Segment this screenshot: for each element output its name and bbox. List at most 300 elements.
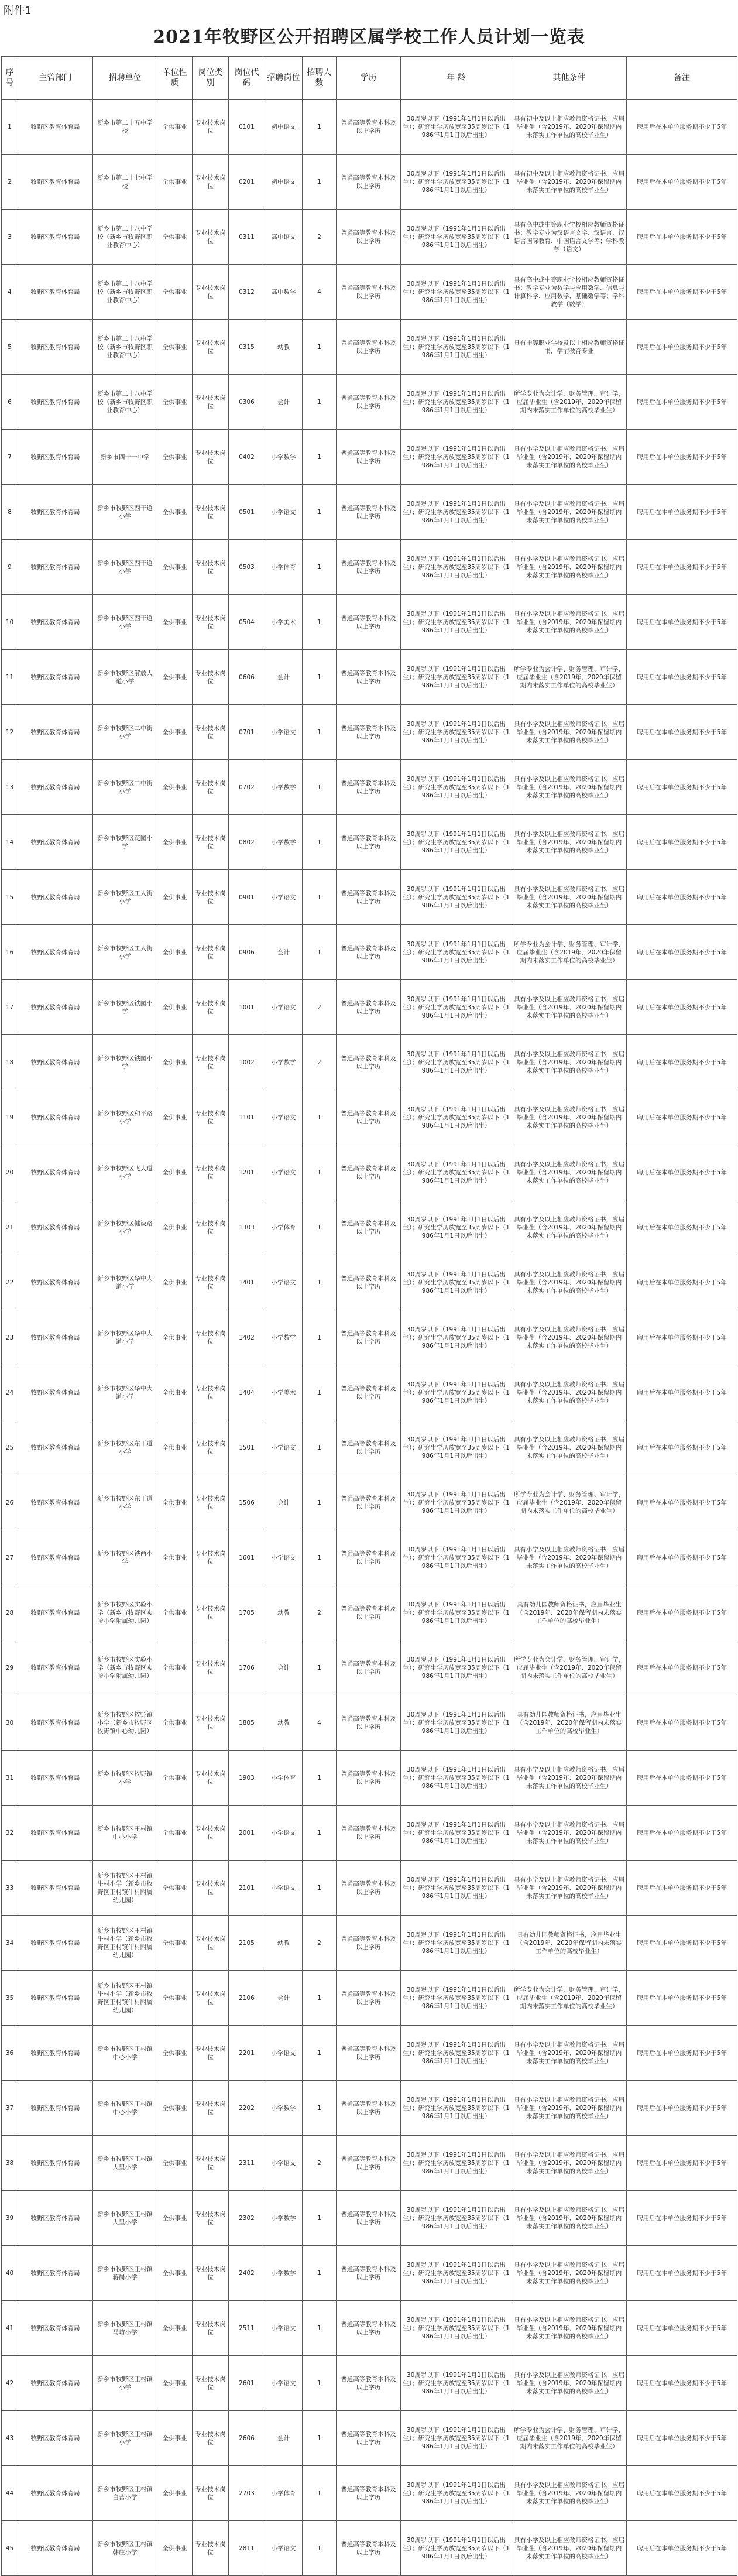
table-row xyxy=(2,1640,737,1695)
table-row xyxy=(2,1420,737,1475)
row-age: 30周岁以下（1991年1月1日以后出生）；研究生学历放宽至35周岁以下（1986年1月1日以后出生） xyxy=(401,2136,512,2191)
table-row xyxy=(2,1255,737,1310)
row-unit: 新乡市牧野区王村镇牛村小学（新乡市牧野区王村镇牛村附属幼儿园） xyxy=(93,1916,157,1971)
table-row xyxy=(2,760,737,815)
row-nature: 全供事业 xyxy=(157,1695,193,1751)
row-nature: 全供事业 xyxy=(157,1310,193,1365)
row-unit: 新乡市牧野区二中街小学 xyxy=(93,760,157,815)
row-count: 1 xyxy=(303,2356,337,2411)
row-count: 1 xyxy=(303,815,337,870)
row-post-name: 小学语文 xyxy=(265,2521,303,2576)
row-other: 具有初中及以上相应教师资格证书，应届毕业生（含2019年、2020年保留期内未落实工作单位的高校毕业生） xyxy=(512,100,627,155)
row-post-name: 会计 xyxy=(265,650,303,705)
row-other: 具有小学及以上相应教师资格证书，应届毕业生（含2019年、2020年保留期内未落实工作单位的高校毕业生） xyxy=(512,870,627,925)
row-dept: 牧野区教育体育局 xyxy=(18,485,93,540)
row-remark: 聘用后在本单位服务期不少于5年 xyxy=(627,155,737,210)
row-age: 30周岁以下（1991年1月1日以后出生）；研究生学历放宽至35周岁以下（1986年1月1日以后出生） xyxy=(401,375,512,430)
row-other: 具有幼儿园教师资格证书，应届毕业生（含2019年、2020年保留期内未落实工作单位的高校毕业生） xyxy=(512,1695,627,1751)
row-nature: 全供事业 xyxy=(157,210,193,265)
row-other: 具有幼儿园教师资格证书，应届毕业生（含2019年、2020年保留期内未落实工作单位的高校毕业生） xyxy=(512,1916,627,1971)
row-count: 2 xyxy=(303,2136,337,2191)
row-post-code: 2302 xyxy=(229,2191,265,2246)
row-post-code: 1401 xyxy=(229,1255,265,1310)
row-remark: 聘用后在本单位服务期不少于5年 xyxy=(627,2466,737,2521)
row-other: 所学专业为会计学、财务管理、审计学，应届毕业生（含2019年、2020年保留期内未落实工作单位的高校毕业生） xyxy=(512,2411,627,2466)
row-dept: 牧野区教育体育局 xyxy=(18,980,93,1035)
row-dept: 牧野区教育体育局 xyxy=(18,705,93,760)
row-post-name: 会计 xyxy=(265,1475,303,1530)
table-row xyxy=(2,430,737,485)
row-remark: 聘用后在本单位服务期不少于5年 xyxy=(627,1035,737,1090)
row-age: 30周岁以下（1991年1月1日以后出生）；研究生学历放宽至35周岁以下（1986年1月1日以后出生） xyxy=(401,2301,512,2356)
row-edu: 普通高等教育本科及以上学历 xyxy=(337,1090,401,1145)
row-nature: 全供事业 xyxy=(157,1916,193,1971)
row-edu: 普通高等教育本科及以上学历 xyxy=(337,1916,401,1971)
row-seq: 6 xyxy=(2,375,18,430)
row-post-type: 专业技术岗位 xyxy=(193,1806,229,1861)
row-unit: 新乡市牧野区王村镇白营小学 xyxy=(93,2466,157,2521)
row-post-code: 0315 xyxy=(229,320,265,375)
row-remark: 聘用后在本单位服务期不少于5年 xyxy=(627,1585,737,1640)
row-other: 具有小学及以上相应教师资格证书，应届毕业生（含2019年、2020年保留期内未落实工作单位的高校毕业生） xyxy=(512,1200,627,1255)
row-edu: 普通高等教育本科及以上学历 xyxy=(337,2246,401,2301)
row-count: 1 xyxy=(303,2026,337,2081)
table-row xyxy=(2,485,737,540)
table-row xyxy=(2,2301,737,2356)
row-unit: 新乡市牧野区健设路小学 xyxy=(93,1200,157,1255)
row-seq: 38 xyxy=(2,2136,18,2191)
row-other: 具有小学及以上相应教师资格证书，应届毕业生（含2019年、2020年保留期内未落实工作单位的高校毕业生） xyxy=(512,2081,627,2136)
row-nature: 全供事业 xyxy=(157,1530,193,1585)
row-dept: 牧野区教育体育局 xyxy=(18,1255,93,1310)
table-row xyxy=(2,1530,737,1585)
row-count: 1 xyxy=(303,485,337,540)
row-remark: 聘用后在本单位服务期不少于5年 xyxy=(627,2246,737,2301)
row-post-name: 幼教 xyxy=(265,320,303,375)
row-nature: 全供事业 xyxy=(157,815,193,870)
row-count: 2 xyxy=(303,210,337,265)
row-age: 30周岁以下（1991年1月1日以后出生）；研究生学历放宽至35周岁以下（1986年1月1日以后出生） xyxy=(401,1806,512,1861)
row-edu: 普通高等教育本科及以上学历 xyxy=(337,1530,401,1585)
row-post-code: 2703 xyxy=(229,2466,265,2521)
row-age: 30周岁以下（1991年1月1日以后出生）；研究生学历放宽至35周岁以下（1986年1月1日以后出生） xyxy=(401,265,512,320)
header-unit: 招聘单位 xyxy=(93,57,157,100)
row-remark: 聘用后在本单位服务期不少于5年 xyxy=(627,2026,737,2081)
row-remark: 聘用后在本单位服务期不少于5年 xyxy=(627,815,737,870)
row-seq: 31 xyxy=(2,1751,18,1806)
row-other: 所学专业为会计学、财务管理、审计学，应届毕业生（含2019年、2020年保留期内未落实工作单位的高校毕业生） xyxy=(512,925,627,980)
row-seq: 17 xyxy=(2,980,18,1035)
row-dept: 牧野区教育体育局 xyxy=(18,595,93,650)
row-post-code: 1101 xyxy=(229,1090,265,1145)
row-count: 1 xyxy=(303,925,337,980)
row-post-type: 专业技术岗位 xyxy=(193,815,229,870)
row-post-code: 2606 xyxy=(229,2411,265,2466)
row-post-name: 高中数学 xyxy=(265,265,303,320)
row-post-name: 小学语文 xyxy=(265,1806,303,1861)
row-seq: 1 xyxy=(2,100,18,155)
row-remark: 聘用后在本单位服务期不少于5年 xyxy=(627,1420,737,1475)
row-seq: 5 xyxy=(2,320,18,375)
row-age: 30周岁以下（1991年1月1日以后出生）；研究生学历放宽至35周岁以下（1986年1月1日以后出生） xyxy=(401,2246,512,2301)
row-unit: 新乡市牧野区实验小学（新乡市牧野区实验小学附属幼儿园） xyxy=(93,1585,157,1640)
row-nature: 全供事业 xyxy=(157,1145,193,1200)
row-post-type: 专业技术岗位 xyxy=(193,2466,229,2521)
row-age: 30周岁以下（1991年1月1日以后出生）；研究生学历放宽至35周岁以下（1986年1月1日以后出生） xyxy=(401,1971,512,2026)
row-post-name: 小学数学 xyxy=(265,2246,303,2301)
row-dept: 牧野区教育体育局 xyxy=(18,100,93,155)
row-edu: 普通高等教育本科及以上学历 xyxy=(337,2301,401,2356)
header-seq: 序号 xyxy=(2,57,18,100)
row-post-name: 小学数学 xyxy=(265,2081,303,2136)
table-row xyxy=(2,540,737,595)
header-remark: 备注 xyxy=(627,57,737,100)
row-dept: 牧野区教育体育局 xyxy=(18,1200,93,1255)
row-edu: 普通高等教育本科及以上学历 xyxy=(337,210,401,265)
row-post-name: 初中语文 xyxy=(265,155,303,210)
row-dept: 牧野区教育体育局 xyxy=(18,870,93,925)
row-edu: 普通高等教育本科及以上学历 xyxy=(337,2026,401,2081)
row-count: 1 xyxy=(303,2081,337,2136)
row-dept: 牧野区教育体育局 xyxy=(18,650,93,705)
row-dept: 牧野区教育体育局 xyxy=(18,1806,93,1861)
row-age: 30周岁以下（1991年1月1日以后出生）；研究生学历放宽至35周岁以下（1986年1月1日以后出生） xyxy=(401,1695,512,1751)
row-edu: 普通高等教育本科及以上学历 xyxy=(337,1806,401,1861)
row-post-name: 小学数学 xyxy=(265,2191,303,2246)
row-age: 30周岁以下（1991年1月1日以后出生）；研究生学历放宽至35周岁以下（1986年1月1日以后出生） xyxy=(401,2191,512,2246)
row-nature: 全供事业 xyxy=(157,1365,193,1420)
row-post-name: 小学体育 xyxy=(265,2466,303,2521)
row-seq: 41 xyxy=(2,2301,18,2356)
row-post-name: 会计 xyxy=(265,375,303,430)
row-other: 所学专业为会计学、财务管理、审计学，应届毕业生（含2019年、2020年保留期内未落实工作单位的高校毕业生） xyxy=(512,1971,627,2026)
row-count: 1 xyxy=(303,1090,337,1145)
header-post-type: 岗位类别 xyxy=(193,57,229,100)
row-post-code: 2811 xyxy=(229,2521,265,2576)
row-age: 30周岁以下（1991年1月1日以后出生）；研究生学历放宽至35周岁以下（1986年1月1日以后出生） xyxy=(401,320,512,375)
row-seq: 25 xyxy=(2,1420,18,1475)
row-remark: 聘用后在本单位服务期不少于5年 xyxy=(627,2136,737,2191)
row-count: 1 xyxy=(303,1310,337,1365)
row-count: 1 xyxy=(303,1420,337,1475)
row-age: 30周岁以下（1991年1月1日以后出生）；研究生学历放宽至35周岁以下（1986年1月1日以后出生） xyxy=(401,650,512,705)
row-dept: 牧野区教育体育局 xyxy=(18,2191,93,2246)
row-post-type: 专业技术岗位 xyxy=(193,1751,229,1806)
row-count: 2 xyxy=(303,1585,337,1640)
row-seq: 35 xyxy=(2,1971,18,2026)
table-row xyxy=(2,1751,737,1806)
row-post-code: 0906 xyxy=(229,925,265,980)
row-other: 具有小学及以上相应教师资格证书，应届毕业生（含2019年、2020年保留期内未落实工作单位的高校毕业生） xyxy=(512,2521,627,2576)
row-age: 30周岁以下（1991年1月1日以后出生）；研究生学历放宽至35周岁以下（1986年1月1日以后出生） xyxy=(401,155,512,210)
row-nature: 全供事业 xyxy=(157,2081,193,2136)
row-count: 1 xyxy=(303,1640,337,1695)
row-remark: 聘用后在本单位服务期不少于5年 xyxy=(627,760,737,815)
row-unit: 新乡市牧野区王村镇小学 xyxy=(93,2356,157,2411)
row-remark: 聘用后在本单位服务期不少于5年 xyxy=(627,430,737,485)
row-nature: 全供事业 xyxy=(157,2521,193,2576)
row-age: 30周岁以下（1991年1月1日以后出生）；研究生学历放宽至35周岁以下（1986年1月1日以后出生） xyxy=(401,760,512,815)
row-nature: 全供事业 xyxy=(157,1420,193,1475)
row-age: 30周岁以下（1991年1月1日以后出生）；研究生学历放宽至35周岁以下（1986年1月1日以后出生） xyxy=(401,1200,512,1255)
table-row xyxy=(2,1090,737,1145)
row-post-name: 小学数学 xyxy=(265,1035,303,1090)
row-nature: 全供事业 xyxy=(157,760,193,815)
row-dept: 牧野区教育体育局 xyxy=(18,815,93,870)
row-seq: 11 xyxy=(2,650,18,705)
row-post-name: 小学美术 xyxy=(265,1365,303,1420)
row-count: 1 xyxy=(303,320,337,375)
table-row xyxy=(2,1475,737,1530)
row-post-name: 小学语文 xyxy=(265,1530,303,1585)
table-row xyxy=(2,1971,737,2026)
row-other: 具有小学及以上相应教师资格证书，应届毕业生（含2019年、2020年保留期内未落实工作单位的高校毕业生） xyxy=(512,760,627,815)
row-unit: 新乡市牧野区王村镇牛村小学（新乡市牧野区王村镇牛村附属幼儿园） xyxy=(93,1861,157,1916)
row-post-type: 专业技术岗位 xyxy=(193,2356,229,2411)
row-post-type: 专业技术岗位 xyxy=(193,100,229,155)
row-remark: 聘用后在本单位服务期不少于5年 xyxy=(627,320,737,375)
row-post-type: 专业技术岗位 xyxy=(193,2411,229,2466)
row-unit: 新乡市牧野区王村镇韩庄小学 xyxy=(93,2521,157,2576)
row-post-name: 会计 xyxy=(265,1640,303,1695)
row-nature: 全供事业 xyxy=(157,2026,193,2081)
row-count: 1 xyxy=(303,1861,337,1916)
row-unit: 新乡市牧野区工人街小学 xyxy=(93,925,157,980)
table-row xyxy=(2,210,737,265)
row-age: 30周岁以下（1991年1月1日以后出生）；研究生学历放宽至35周岁以下（1986年1月1日以后出生） xyxy=(401,1751,512,1806)
row-post-code: 0312 xyxy=(229,265,265,320)
row-edu: 普通高等教育本科及以上学历 xyxy=(337,925,401,980)
row-dept: 牧野区教育体育局 xyxy=(18,1916,93,1971)
table-row xyxy=(2,980,737,1035)
row-post-type: 专业技术岗位 xyxy=(193,1310,229,1365)
header-row xyxy=(2,57,737,100)
row-nature: 全供事业 xyxy=(157,430,193,485)
row-post-name: 小学语文 xyxy=(265,2136,303,2191)
row-post-type: 专业技术岗位 xyxy=(193,2521,229,2576)
row-dept: 牧野区教育体育局 xyxy=(18,155,93,210)
row-edu: 普通高等教育本科及以上学历 xyxy=(337,1200,401,1255)
row-other: 具有小学及以上相应教师资格证书，应届毕业生（含2019年、2020年保留期内未落实工作单位的高校毕业生） xyxy=(512,1145,627,1200)
table-row xyxy=(2,265,737,320)
table-row xyxy=(2,2246,737,2301)
row-edu: 普通高等教育本科及以上学历 xyxy=(337,2356,401,2411)
row-nature: 全供事业 xyxy=(157,1640,193,1695)
row-other: 具有小学及以上相应教师资格证书，应届毕业生（含2019年、2020年保留期内未落实工作单位的高校毕业生） xyxy=(512,1530,627,1585)
row-seq: 12 xyxy=(2,705,18,760)
row-seq: 34 xyxy=(2,1916,18,1971)
row-unit: 新乡市牧野区二中街小学 xyxy=(93,705,157,760)
row-edu: 普通高等教育本科及以上学历 xyxy=(337,2521,401,2576)
row-other: 所学专业为会计学、财务管理、审计学，应届毕业生（含2019年、2020年保留期内未落实工作单位的高校毕业生） xyxy=(512,1640,627,1695)
table-row xyxy=(2,1310,737,1365)
row-post-name: 小学语文 xyxy=(265,1255,303,1310)
row-unit: 新乡市牧野区和平路小学 xyxy=(93,1090,157,1145)
row-dept: 牧野区教育体育局 xyxy=(18,2136,93,2191)
row-edu: 普通高等教育本科及以上学历 xyxy=(337,1861,401,1916)
table-row xyxy=(2,595,737,650)
row-count: 1 xyxy=(303,705,337,760)
row-dept: 牧野区教育体育局 xyxy=(18,1530,93,1585)
row-post-name: 初中语文 xyxy=(265,100,303,155)
row-dept: 牧野区教育体育局 xyxy=(18,1640,93,1695)
row-seq: 15 xyxy=(2,870,18,925)
row-post-code: 1903 xyxy=(229,1751,265,1806)
row-age: 30周岁以下（1991年1月1日以后出生）；研究生学历放宽至35周岁以下（1986年1月1日以后出生） xyxy=(401,100,512,155)
row-remark: 聘用后在本单位服务期不少于5年 xyxy=(627,925,737,980)
row-dept: 牧野区教育体育局 xyxy=(18,1475,93,1530)
row-unit: 新乡市牧野区花园小学 xyxy=(93,815,157,870)
row-seq: 26 xyxy=(2,1475,18,1530)
row-unit: 新乡市第二十八中学校（新乡市牧野区职业教育中心） xyxy=(93,210,157,265)
row-dept: 牧野区教育体育局 xyxy=(18,1090,93,1145)
row-count: 1 xyxy=(303,2466,337,2521)
row-post-name: 小学数学 xyxy=(265,1310,303,1365)
row-post-code: 2311 xyxy=(229,2136,265,2191)
row-post-code: 1402 xyxy=(229,1310,265,1365)
row-seq: 37 xyxy=(2,2081,18,2136)
table-row xyxy=(2,100,737,155)
row-seq: 42 xyxy=(2,2356,18,2411)
row-remark: 聘用后在本单位服务期不少于5年 xyxy=(627,650,737,705)
row-dept: 牧野区教育体育局 xyxy=(18,540,93,595)
row-seq: 36 xyxy=(2,2026,18,2081)
table-row xyxy=(2,320,737,375)
row-other: 所学专业为会计学、财务管理、审计学，应届毕业生（含2019年、2020年保留期内未落实工作单位的高校毕业生） xyxy=(512,650,627,705)
row-unit: 新乡市第二十八中学校（新乡市牧野区职业教育中心） xyxy=(93,265,157,320)
row-nature: 全供事业 xyxy=(157,100,193,155)
row-dept: 牧野区教育体育局 xyxy=(18,210,93,265)
row-nature: 全供事业 xyxy=(157,375,193,430)
row-unit: 新乡市牧野区王村镇牛村小学（新乡市牧野区王村镇牛村附属幼儿园） xyxy=(93,1971,157,2026)
row-post-code: 0311 xyxy=(229,210,265,265)
row-nature: 全供事业 xyxy=(157,2136,193,2191)
row-edu: 普通高等教育本科及以上学历 xyxy=(337,265,401,320)
row-other: 所学专业为会计学、财务管理、审计学，应届毕业生（含2019年、2020年保留期内未落实工作单位的高校毕业生） xyxy=(512,375,627,430)
row-remark: 聘用后在本单位服务期不少于5年 xyxy=(627,2521,737,2576)
row-edu: 普通高等教育本科及以上学历 xyxy=(337,1640,401,1695)
row-count: 1 xyxy=(303,760,337,815)
row-edu: 普通高等教育本科及以上学历 xyxy=(337,815,401,870)
row-other: 具有小学及以上相应教师资格证书，应届毕业生（含2019年、2020年保留期内未落实工作单位的高校毕业生） xyxy=(512,1035,627,1090)
row-age: 30周岁以下（1991年1月1日以后出生）；研究生学历放宽至35周岁以下（1986年1月1日以后出生） xyxy=(401,1916,512,1971)
table-row xyxy=(2,1145,737,1200)
row-age: 30周岁以下（1991年1月1日以后出生）；研究生学历放宽至35周岁以下（1986年1月1日以后出生） xyxy=(401,925,512,980)
row-dept: 牧野区教育体育局 xyxy=(18,1145,93,1200)
row-seq: 21 xyxy=(2,1200,18,1255)
row-post-type: 专业技术岗位 xyxy=(193,1200,229,1255)
row-post-code: 0503 xyxy=(229,540,265,595)
row-remark: 聘用后在本单位服务期不少于5年 xyxy=(627,1861,737,1916)
row-unit: 新乡市牧野区铁西小学 xyxy=(93,1530,157,1585)
header-age: 年 龄 xyxy=(401,57,512,100)
row-seq: 27 xyxy=(2,1530,18,1585)
table-row xyxy=(2,375,737,430)
row-post-code: 2601 xyxy=(229,2356,265,2411)
table-row xyxy=(2,2191,737,2246)
row-post-code: 2001 xyxy=(229,1806,265,1861)
row-other: 具有小学及以上相应教师资格证书，应届毕业生（含2019年、2020年保留期内未落实工作单位的高校毕业生） xyxy=(512,815,627,870)
row-unit: 新乡市牧野区牧野镇小学（新乡市牧野区牧野镇中心幼儿园） xyxy=(93,1695,157,1751)
row-dept: 牧野区教育体育局 xyxy=(18,2466,93,2521)
header-post-name: 招聘岗位 xyxy=(265,57,303,100)
row-seq: 9 xyxy=(2,540,18,595)
row-post-code: 0402 xyxy=(229,430,265,485)
row-edu: 普通高等教育本科及以上学历 xyxy=(337,430,401,485)
row-post-code: 0606 xyxy=(229,650,265,705)
row-remark: 聘用后在本单位服务期不少于5年 xyxy=(627,540,737,595)
row-post-name: 小学语文 xyxy=(265,2301,303,2356)
row-edu: 普通高等教育本科及以上学历 xyxy=(337,1255,401,1310)
row-post-code: 2105 xyxy=(229,1916,265,1971)
row-post-name: 小学体育 xyxy=(265,1200,303,1255)
row-unit: 新乡市牧野区西干道小学 xyxy=(93,485,157,540)
row-count: 1 xyxy=(303,2521,337,2576)
row-unit: 新乡市第二十八中学校（新乡市牧野区职业教育中心） xyxy=(93,320,157,375)
table-row xyxy=(2,815,737,870)
header-dept: 主管部门 xyxy=(18,57,93,100)
row-unit: 新乡市第二十五中学校 xyxy=(93,100,157,155)
row-count: 2 xyxy=(303,1916,337,1971)
row-post-type: 专业技术岗位 xyxy=(193,1365,229,1420)
table-row xyxy=(2,925,737,980)
row-unit: 新乡市第二十七中学校 xyxy=(93,155,157,210)
row-post-type: 专业技术岗位 xyxy=(193,650,229,705)
row-age: 30周岁以下（1991年1月1日以后出生）；研究生学历放宽至35周岁以下（1986年1月1日以后出生） xyxy=(401,1475,512,1530)
row-other: 具有小学及以上相应教师资格证书，应届毕业生（含2019年、2020年保留期内未落实工作单位的高校毕业生） xyxy=(512,705,627,760)
row-seq: 40 xyxy=(2,2246,18,2301)
row-age: 30周岁以下（1991年1月1日以后出生）；研究生学历放宽至35周岁以下（1986年1月1日以后出生） xyxy=(401,2411,512,2466)
row-post-code: 1201 xyxy=(229,1145,265,1200)
row-nature: 全供事业 xyxy=(157,705,193,760)
row-age: 30周岁以下（1991年1月1日以后出生）；研究生学历放宽至35周岁以下（1986年1月1日以后出生） xyxy=(401,2356,512,2411)
row-unit: 新乡市四十一中学 xyxy=(93,430,157,485)
row-edu: 普通高等教育本科及以上学历 xyxy=(337,2466,401,2521)
row-count: 4 xyxy=(303,265,337,320)
row-seq: 14 xyxy=(2,815,18,870)
row-post-code: 0101 xyxy=(229,100,265,155)
row-edu: 普通高等教育本科及以上学历 xyxy=(337,650,401,705)
row-post-type: 专业技术岗位 xyxy=(193,1585,229,1640)
header-count: 招聘人数 xyxy=(303,57,337,100)
row-unit: 新乡市牧野区东干道小学 xyxy=(93,1475,157,1530)
row-nature: 全供事业 xyxy=(157,155,193,210)
row-unit: 新乡市牧野区东干道小学 xyxy=(93,1420,157,1475)
row-post-name: 小学语文 xyxy=(265,2026,303,2081)
row-nature: 全供事业 xyxy=(157,595,193,650)
row-other: 具有小学及以上相应教师资格证书，应届毕业生（含2019年、2020年保留期内未落实工作单位的高校毕业生） xyxy=(512,2466,627,2521)
row-post-type: 专业技术岗位 xyxy=(193,265,229,320)
row-post-name: 小学语文 xyxy=(265,1145,303,1200)
row-remark: 聘用后在本单位服务期不少于5年 xyxy=(627,1916,737,1971)
row-remark: 聘用后在本单位服务期不少于5年 xyxy=(627,265,737,320)
row-post-type: 专业技术岗位 xyxy=(193,1640,229,1695)
row-nature: 全供事业 xyxy=(157,1255,193,1310)
row-edu: 普通高等教育本科及以上学历 xyxy=(337,1145,401,1200)
annex-label: 附件1 xyxy=(4,5,32,17)
row-seq: 30 xyxy=(2,1695,18,1751)
row-nature: 全供事业 xyxy=(157,1035,193,1090)
row-seq: 22 xyxy=(2,1255,18,1310)
row-age: 30周岁以下（1991年1月1日以后出生）；研究生学历放宽至35周岁以下（1986年1月1日以后出生） xyxy=(401,815,512,870)
row-post-type: 专业技术岗位 xyxy=(193,1695,229,1751)
row-post-type: 专业技术岗位 xyxy=(193,925,229,980)
row-post-type: 专业技术岗位 xyxy=(193,2246,229,2301)
row-post-type: 专业技术岗位 xyxy=(193,705,229,760)
row-dept: 牧野区教育体育局 xyxy=(18,2081,93,2136)
row-age: 30周岁以下（1991年1月1日以后出生）；研究生学历放宽至35周岁以下（1986年1月1日以后出生） xyxy=(401,1861,512,1916)
row-post-code: 0701 xyxy=(229,705,265,760)
